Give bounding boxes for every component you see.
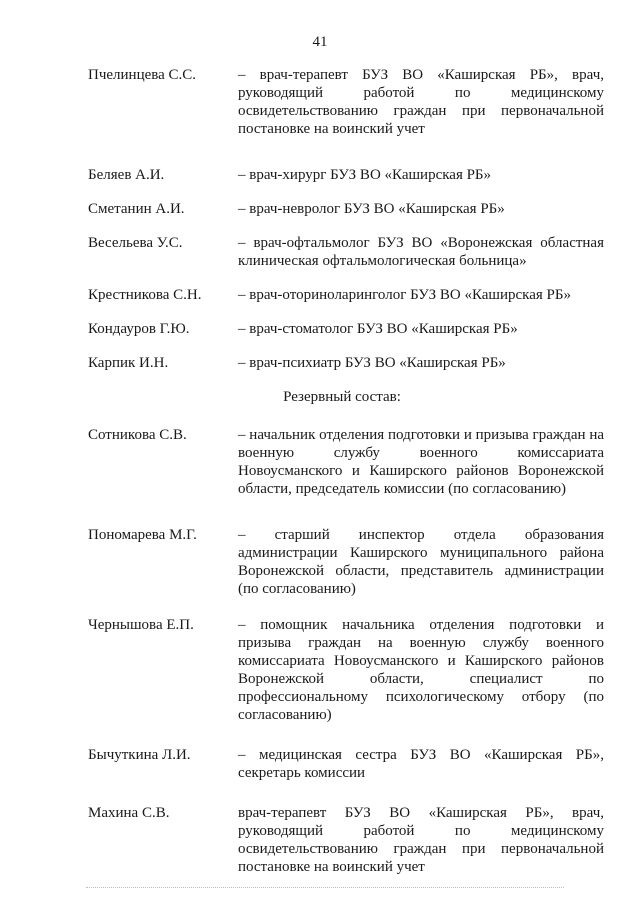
member-description: – старший инспектор отдела образования администрации Каширского муниципального района Воронежской области, представитель администрации (по согласованию) [238,527,604,597]
member-name: Пчелинцева С.С. [88,67,197,83]
member-description: – врач-невролог БУЗ ВО «Каширская РБ» [238,201,505,217]
member-entry [0,66,640,138]
member-name: Беляев А.И. [88,167,165,183]
member-entry [0,320,640,338]
member-name: Карпик И.Н. [88,355,169,371]
commission-list [0,66,640,876]
member-name: Сметанин А.И. [88,201,185,217]
member-name: Кондауров Г.Ю. [88,321,190,337]
page-bottom-divider [86,887,564,888]
member-entry [0,286,640,304]
member-entry [0,234,640,270]
member-name: Крестникова С.Н. [88,287,202,303]
member-name: Сотникова С.В. [88,427,187,443]
reserve-member-entry [0,426,640,498]
member-description: – врач-оториноларинголог БУЗ ВО «Каширская РБ» [238,287,571,303]
member-description: – врач-психиатр БУЗ ВО «Каширская РБ» [238,355,506,371]
member-name: Бычуткина Л.И. [88,747,191,763]
member-description: – начальник отделения подготовки и призыва граждан на военную службу военного комиссариата Новоусманского и Каширского районов Воронежской области, председатель комиссии (по согласованию) [238,427,604,497]
member-description: – врач-стоматолог БУЗ ВО «Каширская РБ» [238,321,518,337]
reserve-member-entry [0,526,640,598]
member-entry [0,200,640,218]
member-description: – врач-хирург БУЗ ВО «Каширская РБ» [238,167,492,183]
reserve-member-entry [0,616,640,724]
member-description: – помощник начальника отделения подготовки и призыва граждан на военную службу военного комиссариата Новоусманского и Каширского районов Воронежской области, специалист по профессиональному психологическому отбору (по согласованию) [238,617,604,723]
reserve-member-entry [0,804,640,876]
member-entry [0,166,640,184]
member-description: врач-терапевт БУЗ ВО «Каширская РБ», врач, руководящий работой по медицинскому освидетельствованию граждан при первоначальной постановке на воинский учет [238,805,604,875]
member-name: Махина С.В. [88,805,170,821]
reserve-member-entry [0,746,640,782]
member-entry [0,354,640,372]
member-description: – врач-терапевт БУЗ ВО «Каширская РБ», врач, руководящий работой по медицинскому освидетельствованию граждан при первоначальной постановке на воинский учет [238,67,604,137]
member-name: Пономарева М.Г. [88,527,197,543]
member-name: Чернышова Е.П. [88,617,194,633]
reserve-heading: Резервный состав: [283,389,401,405]
member-description: – врач-офтальмолог БУЗ ВО «Воронежская областная клиническая офтальмологическая больница» [238,235,604,269]
page-number: 41 [312,34,328,50]
member-name: Весельева У.С. [88,235,183,251]
member-description: – медицинская сестра БУЗ ВО «Каширская РБ», секретарь комиссии [238,747,604,781]
